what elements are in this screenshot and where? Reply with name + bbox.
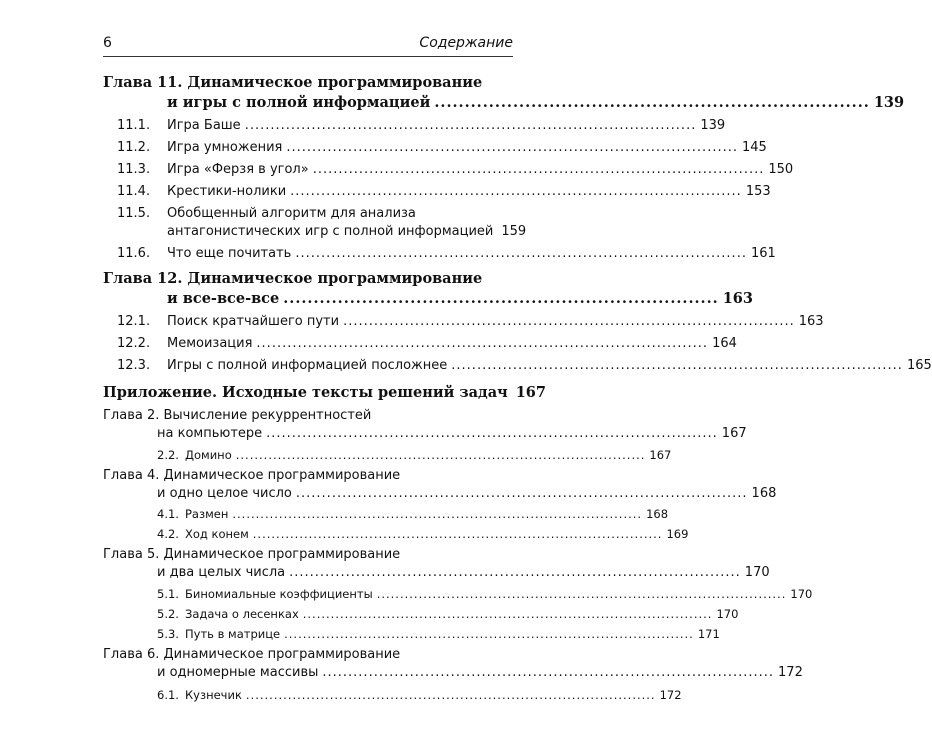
toc-section-11-4[interactable] (117, 184, 771, 199)
section-title: Путь в матрице (185, 627, 281, 641)
toc-app-chapter-4[interactable] (157, 486, 777, 501)
toc-section-12-2[interactable] (117, 336, 737, 351)
section-title: Кузнечик (185, 688, 242, 702)
section-number: 5.3. (157, 627, 179, 641)
section-title: Задача о лесенках (185, 607, 299, 621)
toc-page: 170 (790, 587, 813, 601)
toc-app-chapter-5[interactable] (157, 565, 770, 580)
leader-dots: ........................................................................................ (312, 162, 765, 177)
leader-dots: ........................................................................................ (284, 627, 694, 641)
toc-page: 164 (712, 336, 737, 351)
section-title-cont: антагонистических игр с полной информацией (167, 224, 494, 239)
toc-app-chapter-2-line1[interactable] (103, 408, 513, 423)
section-number: 11.1. (117, 118, 151, 133)
section-title: Что еще почитать (167, 246, 292, 261)
toc-page: 168 (751, 486, 777, 501)
toc-app-chapter-6[interactable] (157, 665, 803, 680)
toc-app-section-4-2[interactable] (157, 527, 689, 541)
toc-page: 167 (721, 426, 747, 441)
toc-chapter-title: Глава 2. Вычисление рекуррентностей (103, 408, 372, 423)
leader-dots: ........................................................................................ (286, 140, 738, 155)
toc-chapter-title-cont: и два целых числа (157, 565, 286, 580)
toc-page: 169 (666, 527, 689, 541)
section-number: 4.1. (157, 507, 179, 521)
toc-chapter-title-cont: и одномерные массивы (157, 665, 319, 680)
toc-page: 170 (716, 607, 739, 621)
leader-dots: ........................................................................................ (302, 607, 713, 621)
toc-page: 172 (778, 665, 803, 680)
leader-dots: ........................................................................................ (245, 688, 656, 702)
toc-page: 159 (501, 224, 527, 239)
leader-dots: ........................................................................................ (256, 336, 709, 351)
toc-page: 170 (744, 565, 770, 580)
section-number: 2.2. (157, 448, 179, 462)
page-number: 6 (103, 35, 112, 51)
toc-chapter-11[interactable] (167, 94, 905, 111)
toc-app-section-6-1[interactable] (157, 688, 682, 702)
toc-page: 150 (768, 162, 794, 177)
toc-section-11-2[interactable] (117, 140, 767, 155)
section-title: Биномиальные коэффициенты (185, 587, 373, 601)
header-rule (103, 56, 513, 57)
toc-chapter-title-cont: и одно целое число (157, 486, 292, 501)
section-number: 12.1. (117, 314, 151, 329)
section-number: 5.2. (157, 607, 179, 621)
toc-app-section-5-3[interactable] (157, 627, 720, 641)
section-title: Ход конем (185, 527, 249, 541)
leader-dots: ........................................................................................ (376, 587, 787, 601)
toc-chapter-title: Глава 12. Динамическое программирование (103, 270, 483, 287)
appendix-title: Приложение. Исходные тексты решений задач (103, 384, 508, 401)
section-title: Обобщенный алгоритм для анализа (167, 206, 416, 221)
toc-app-chapter-5-line1[interactable] (103, 547, 513, 562)
leader-dots: ........................................................................................ (322, 665, 775, 680)
leader-dots: ........................................................................ (434, 94, 870, 111)
toc-page: 172 (659, 688, 682, 702)
toc-section-11-5[interactable] (167, 224, 527, 239)
toc-section-12-1[interactable] (117, 314, 824, 329)
toc-app-chapter-2[interactable] (157, 426, 747, 441)
toc-chapter-title: Глава 4. Динамическое программирование (103, 468, 401, 483)
section-title: Игра Баше (167, 118, 241, 133)
leader-dots: ........................................................................................ (232, 507, 643, 521)
section-number: 12.2. (117, 336, 151, 351)
toc-section-11-3[interactable] (117, 162, 794, 177)
toc-chapter-title: Глава 11. Динамическое программирование (103, 74, 483, 91)
toc-chapter-12-line1[interactable] (103, 270, 513, 287)
toc-chapter-title: Глава 6. Динамическое программирование (103, 647, 401, 662)
leader-dots: ........................................................................................ (266, 426, 718, 441)
toc-app-section-4-1[interactable] (157, 507, 669, 521)
section-title: Игры с полной информацией посложнее (167, 358, 448, 373)
toc-appendix[interactable] (103, 384, 546, 401)
leader-dots: ........................................................................................ (295, 246, 747, 261)
toc-app-chapter-6-line1[interactable] (103, 647, 513, 662)
leader-dots: ........................................................................................ (289, 565, 741, 580)
toc-page: 153 (745, 184, 771, 199)
section-number: 5.1. (157, 587, 179, 601)
toc-chapter-title-cont: и все-все-все (167, 290, 280, 307)
toc-page: 163 (722, 290, 753, 307)
toc-section-11-5-line1[interactable] (117, 206, 513, 221)
section-number: 6.1. (157, 688, 179, 702)
section-number: 11.6. (117, 246, 151, 261)
leader-dots: ........................................................................................ (295, 486, 748, 501)
section-title: Мемоизация (167, 336, 253, 351)
leader-dots: ........................................................................................ (235, 448, 646, 462)
section-number: 11.2. (117, 140, 151, 155)
toc-chapter-title-cont: на компьютере (157, 426, 263, 441)
leader-dots: ........................................................................................ (290, 184, 742, 199)
section-title: Домино (185, 448, 232, 462)
section-number: 11.4. (117, 184, 151, 199)
toc-chapter-12[interactable] (167, 290, 753, 307)
toc-page: 167 (649, 448, 672, 462)
toc-page: 139 (700, 118, 726, 133)
section-number: 11.3. (117, 162, 151, 177)
toc-chapter-title: Глава 5. Динамическое программирование (103, 547, 401, 562)
section-title: Размен (185, 507, 229, 521)
toc-chapter-title-cont: и игры с полной информацией (167, 94, 431, 111)
leader-dots: ........................................................................................ (244, 118, 697, 133)
toc-app-section-2-2[interactable] (157, 448, 672, 462)
toc-app-section-5-2[interactable] (157, 607, 739, 621)
section-title: Крестики-нолики (167, 184, 287, 199)
running-title: Содержание (419, 35, 513, 51)
toc-page: 167 (515, 384, 546, 401)
running-header (103, 35, 513, 55)
section-number: 11.5. (117, 206, 151, 221)
toc-app-chapter-4-line1[interactable] (103, 468, 513, 483)
toc-page: 168 (646, 507, 669, 521)
section-title: Игра умножения (167, 140, 283, 155)
leader-dots: ........................................................................................ (343, 314, 795, 329)
toc-page: 171 (697, 627, 720, 641)
section-title: Игра «Ферзя в угол» (167, 162, 309, 177)
toc-chapter-11-line1[interactable] (103, 74, 513, 91)
section-title: Поиск кратчайшего пути (167, 314, 340, 329)
section-number: 4.2. (157, 527, 179, 541)
toc-app-section-5-1[interactable] (157, 587, 813, 601)
toc-section-11-1[interactable] (117, 118, 726, 133)
toc-page: 145 (742, 140, 767, 155)
toc-page: 139 (873, 94, 905, 111)
leader-dots: ........................................................................ (283, 290, 719, 307)
toc-page: 161 (750, 246, 776, 261)
toc-page: 165 (906, 358, 932, 373)
toc-section-11-6[interactable] (117, 246, 776, 261)
toc-page: 163 (798, 314, 824, 329)
section-number: 12.3. (117, 358, 151, 373)
toc-section-12-3[interactable] (117, 358, 932, 373)
leader-dots: ........................................................................................ (451, 358, 903, 373)
leader-dots: ........................................................................................ (252, 527, 663, 541)
